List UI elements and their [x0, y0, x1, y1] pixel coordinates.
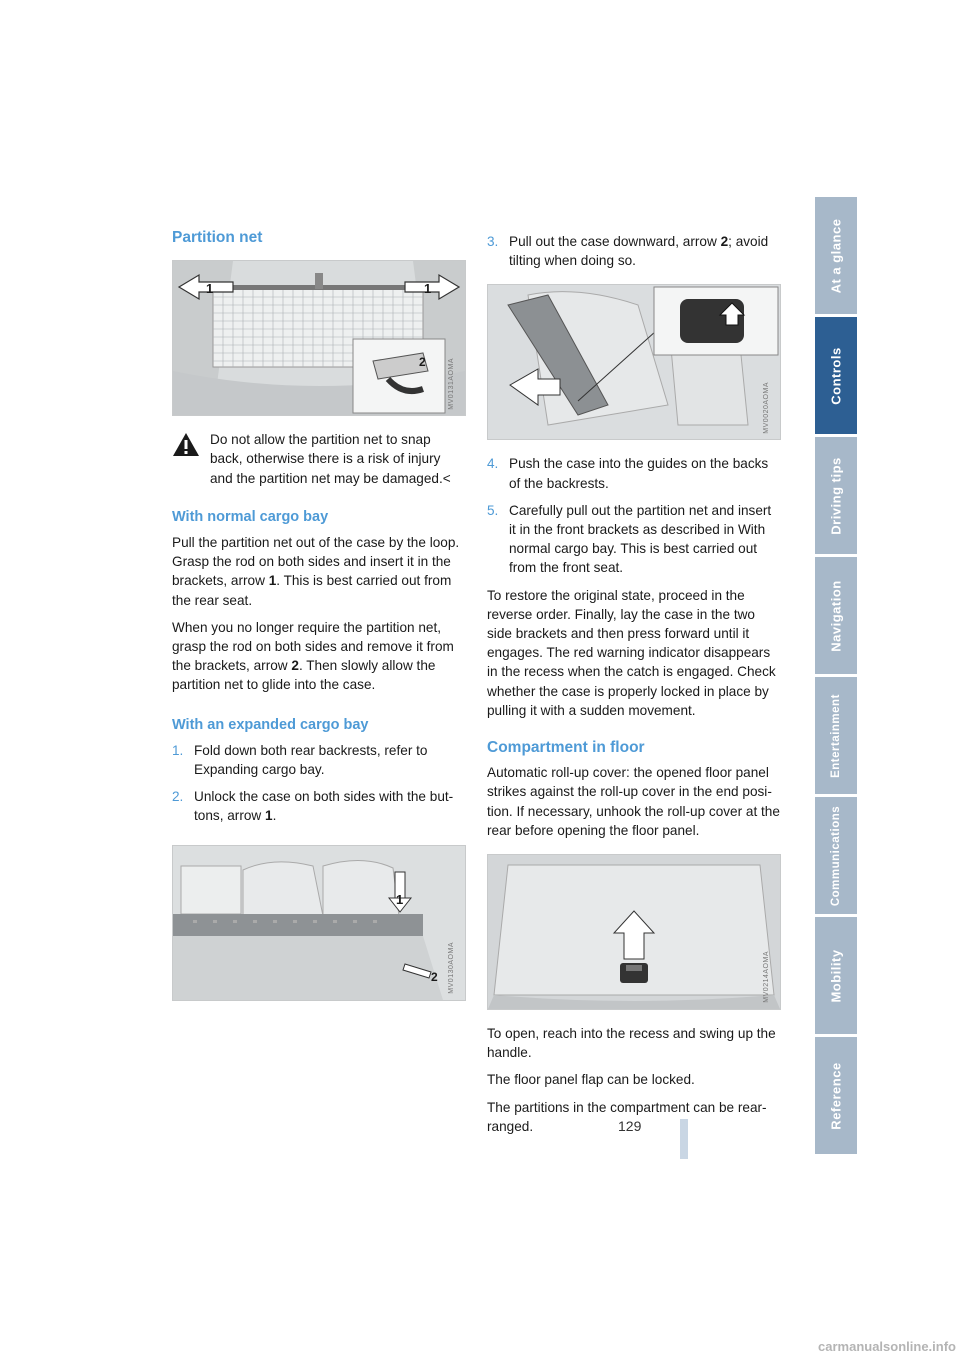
step-text-part: Unlock the case on both sides with the but-tons, arrow — [194, 789, 454, 824]
tab-mobility[interactable] — [815, 917, 857, 1034]
left-column — [172, 228, 466, 1001]
step-text — [509, 232, 781, 270]
step-3 — [487, 232, 781, 270]
chapter-tabs — [815, 197, 857, 1157]
step-5 — [487, 501, 781, 578]
arrow-number: 2 — [291, 658, 299, 674]
partition-net-figure — [172, 260, 466, 416]
step-text: Fold down both rear backrests, refer to Expanding cargo bay. — [194, 742, 428, 778]
step-4 — [487, 454, 781, 492]
tab-entertainment[interactable] — [815, 677, 857, 794]
step-text: Carefully pull out the partition net and insert it in the front brackets as described in With normal cargo bay. This is best carried out from the front seat. — [509, 502, 772, 576]
step-text — [194, 787, 466, 825]
step-number: 3. — [487, 234, 499, 249]
tab-label: Reference — [828, 1061, 844, 1130]
tab-label: Communications — [830, 805, 842, 906]
paragraph-partitions: The partitions in the compartment can be rear-ranged. — [487, 1099, 767, 1134]
partition-net-illustration — [173, 261, 465, 415]
step-number: 5. — [487, 502, 499, 518]
case-pull-illustration — [488, 285, 780, 439]
page-number-bar — [680, 1119, 688, 1159]
figure-code: MV0214AOMA — [762, 951, 770, 1004]
warning-triangle-icon — [172, 432, 200, 457]
warning-text: Do not allow the partition net to snap back, otherwise there is a risk of injury and the partition net may be damaged. — [210, 432, 443, 486]
figure-code: MV0131AOMA — [447, 357, 455, 410]
paragraph-text: Pull the partition net out of the case by the loop. Grasp the rod on both sides and insert it in the brackets, arrow — [172, 535, 460, 589]
right-column — [487, 228, 781, 1136]
tab-label: Entertainment — [830, 693, 842, 778]
step-number: 2. — [172, 789, 184, 805]
page-number: 129 — [618, 1118, 642, 1134]
tab-navigation[interactable] — [815, 557, 857, 674]
paragraph-normal-insert — [172, 533, 466, 610]
paragraph-open: To open, reach into the recess and swing up the handle. — [487, 1026, 776, 1061]
paragraph-restore: To restore the original state, proceed in the reverse order. Finally, lay the case in the two side brackets and then press forward until it engages. The red warning indicator disappears in the recess when the catch is engaged. Check whether the case is properly locked in place by pulling it with a sudden movement. — [487, 587, 776, 718]
paragraph-text: When you no longer require the partition net, grasp the rod on both sides and remove it from the brackets, arrow — [172, 619, 454, 674]
step-2 — [172, 787, 466, 825]
arrow-number: 1 — [268, 573, 277, 589]
unlock-arrow-label-2: 2 — [431, 969, 438, 984]
tab-label: Mobility — [828, 948, 844, 1003]
case-pull-figure — [487, 284, 781, 440]
partition-arrow-label-2: 2 — [419, 355, 426, 370]
tab-label: Navigation — [828, 579, 844, 652]
section-heading-partition-net: Partition net — [172, 229, 263, 246]
paragraph-text: . This is best carried out from the rear seat. — [172, 573, 452, 608]
tab-label: Controls — [828, 346, 844, 405]
tab-controls[interactable] — [815, 317, 857, 434]
unlock-arrow-label-1: 1 — [396, 891, 404, 907]
step-text-part: . — [272, 808, 277, 824]
section-heading-compartment: Compartment in floor — [487, 739, 645, 757]
step-text-part: Pull out the case downward, arrow — [509, 234, 721, 249]
step-text-part: ; avoid tilting when doing so. — [509, 234, 769, 269]
paragraph-text: . Then slowly allow the partition net to glide into the case. — [172, 658, 436, 693]
figure-code: MV0020AOMA — [762, 381, 770, 434]
tab-at-a-glance[interactable] — [815, 197, 857, 314]
partition-arrow-label-1b: 1 — [424, 281, 432, 297]
tab-label: Driving tips — [828, 456, 844, 535]
figure-code: MV0130AOMA — [447, 941, 455, 994]
arrow-number: 1 — [265, 808, 273, 824]
tab-driving-tips[interactable] — [815, 437, 857, 554]
case-unlock-figure — [172, 845, 466, 1001]
tab-label: At a glance — [828, 218, 844, 293]
step-1 — [172, 741, 466, 779]
paragraph-roll-up-cover: Automatic roll-up cover: the opened floor panel strikes against the roll-up cover in the end posi-tion. If necessary, unhook the roll-up cover at the rear before opening the floor panel. — [487, 765, 780, 838]
tab-communications[interactable] — [815, 797, 857, 914]
paragraph-normal-remove — [172, 618, 466, 695]
subheading-expanded-cargo-bay: With an expanded cargo bay — [172, 716, 369, 733]
step-number: 4. — [487, 456, 499, 472]
step-number: 1. — [172, 742, 184, 758]
arrow-number: 2 — [720, 234, 729, 249]
case-unlock-illustration — [173, 846, 465, 1000]
subheading-normal-cargo-bay: With normal cargo bay — [172, 508, 329, 525]
warning-note — [172, 430, 466, 488]
warning-end-mark: < — [442, 470, 451, 486]
partition-arrow-label-1a: 1 — [206, 281, 214, 297]
step-text: Push the case into the guides on the backs of the backrests. — [509, 456, 769, 491]
watermark: carmanualsonline.info — [818, 1339, 956, 1354]
paragraph-lock: The floor panel flap can be locked. — [487, 1072, 695, 1088]
floor-compartment-illustration — [488, 855, 780, 1009]
floor-compartment-figure — [487, 854, 781, 1010]
tab-reference[interactable] — [815, 1037, 857, 1154]
